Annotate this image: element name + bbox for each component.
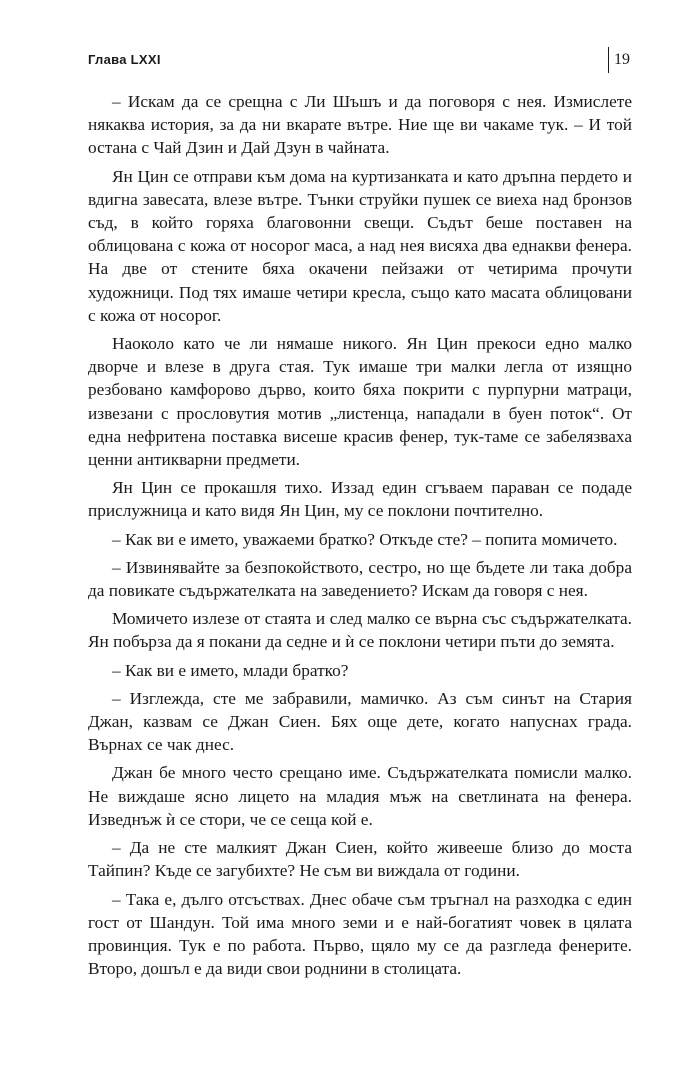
paragraph: – Извинявайте за безпокойството, сестро, но ще бъдете ли така добра да повикате съдържателката на заведението? Искам да говоря с нея. — [88, 557, 632, 601]
paragraph: Ян Цин се отправи към дома на куртизанката и като дръпна пердето и вдигна завесата, влезе вътре. Тънки струйки пушек се виеха над бронзов съд, в който горяха благовонни свещи. Съдът беше поставен на облицована с кожа от носорог маса, а над нея висяха два еднакви фенера. На две от стените бяха окачени пейзажи от четирима прочути художници. Под тях имаше четири кресла, също като масата облицовани с кожа от носорог. — [88, 166, 632, 325]
page-number-block — [608, 46, 630, 74]
header-divider — [608, 47, 609, 73]
paragraph: – Как ви е името, млади братко? — [112, 660, 349, 680]
paragraph: Джан бе много често срещано име. Съдържателката помисли малко. Не виждаше ясно лицето на младия мъж на светлината на фенера. Изведнъж ѝ се стори, че се сеща кой е. — [88, 763, 632, 829]
paragraph: Момичето излезе от стаята и след малко се върна със съдържателката. Ян побърза да я покани да седне и ѝ се поклони четири пъти до земята. — [88, 609, 632, 652]
paragraph: – Искам да се срещна с Ли Шъшъ и да поговоря с нея. Измислете някаква история, за да ни вкарате вътре. Ние ще ви чакаме тук. – И той остана с Чай Дзин и Дай Дзун в чайната. — [88, 92, 632, 158]
paragraph: – Така е, дълго отсъствах. Днес обаче съм тръгнал на разходка с един гост от Шандун. Той има много земи и е най-богатият човек в цялата провинция. Тук е по работа. Първо, щяло му се да разгледа фенерите. Второ, дошъл е да види свои роднини в столицата. — [88, 889, 632, 979]
chapter-title: Глава LXXI — [88, 52, 161, 67]
paragraph: Наоколо като че ли нямаше никого. Ян Цин прекоси едно малко дворче и влезе в друга стая. Тук имаше три малки легла от изящно резбовано камфорово дърво, които бяха покрити с пурпурни матраци, извезани с прословутия мотив „листенца, нападали в буен поток“. От една нефритена поставка висеше красив фенер, тук-таме се забелязваха ценни антикварни предмети. — [88, 334, 632, 470]
paragraph: Ян Цин се прокашля тихо. Иззад един сгъваем параван се подаде прислужница и като видя Ян Цин, му се поклони почтително. — [88, 478, 632, 521]
paragraph: – Изглежда, сте ме забравили, мамичко. Аз съм синът на Стария Джан, казвам се Джан Сиен. Бях още дете, когато напуснах града. Върнах се чак днес. — [88, 688, 632, 755]
paragraph: – Да не сте малкият Джан Сиен, който живееше близо до моста Тайпин? Къде се загубихте? Не съм ви виждала от години. — [88, 838, 632, 881]
page-number: 19 — [614, 51, 630, 68]
running-header — [88, 46, 630, 74]
body-text — [88, 90, 632, 985]
paragraph: – Как ви е името, уважаеми братко? Откъде сте? – попита момичето. — [112, 529, 618, 549]
